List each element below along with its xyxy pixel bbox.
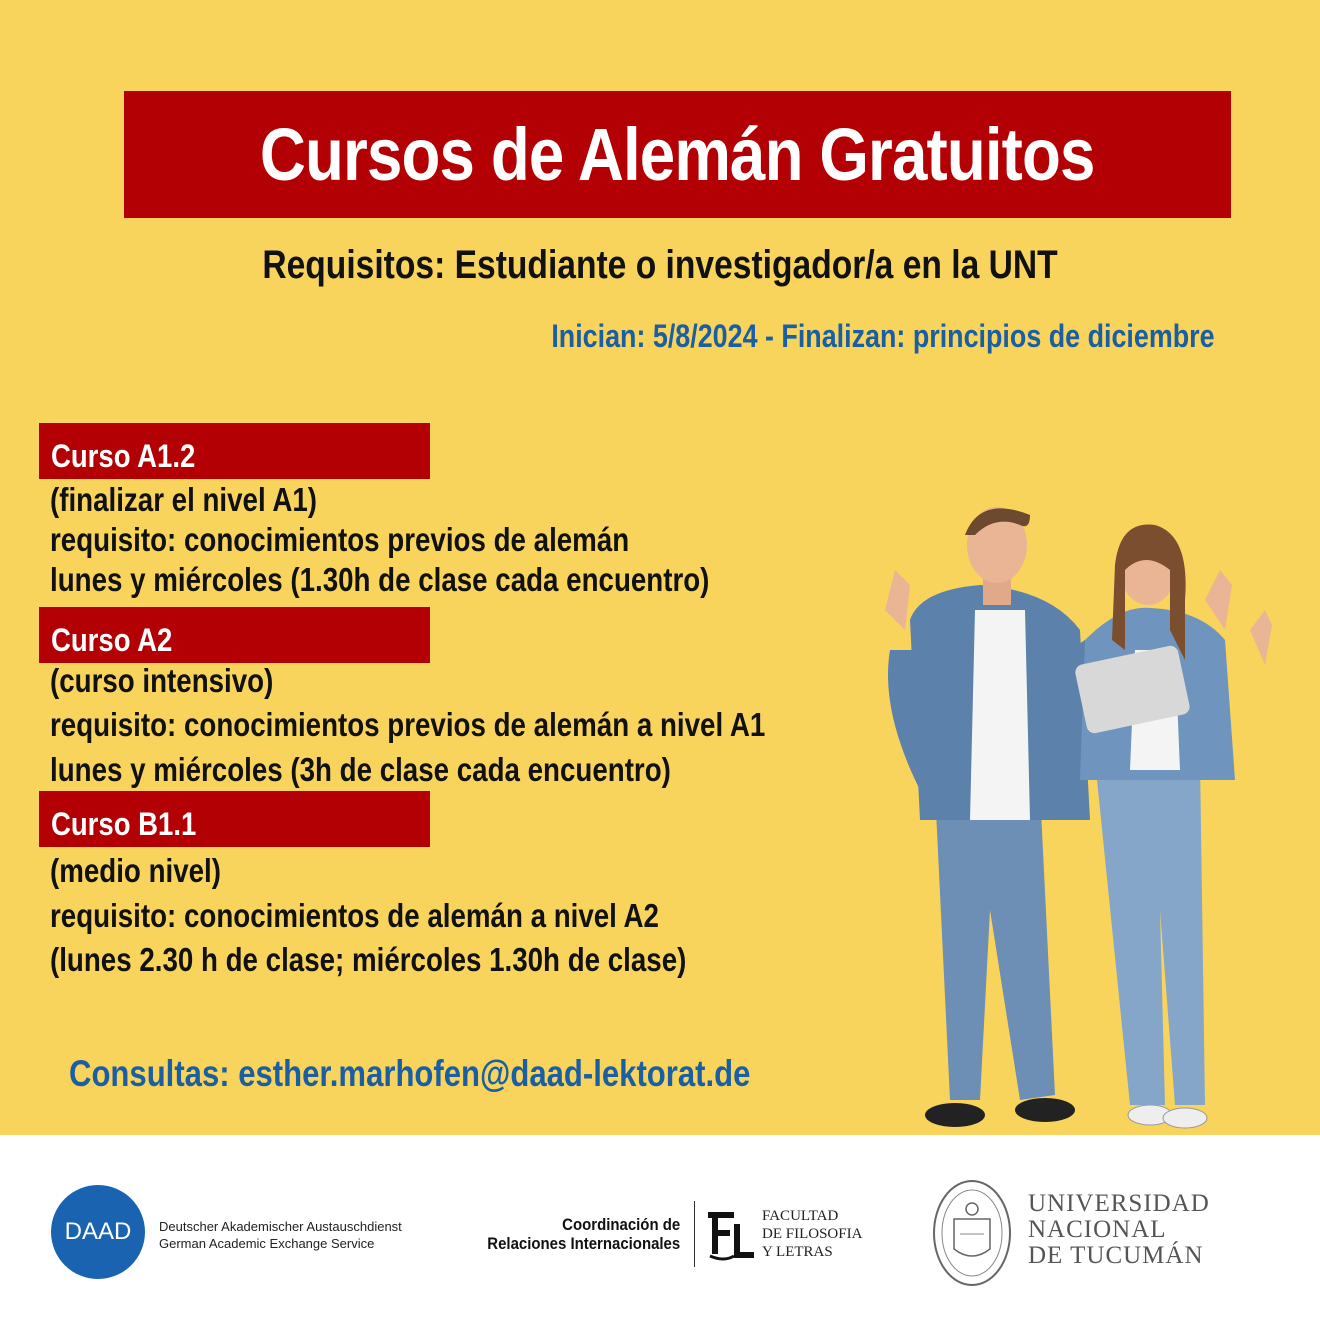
unt-name [1028,1191,1210,1269]
course-detail: (curso intensivo) [50,662,274,699]
course-detail: (finalizar el nivel A1) [50,481,318,518]
faculty-line: DE FILOSOFIA [762,1226,863,1242]
course-detail: (lunes 2.30 h de clase; miércoles 1.30h de clase) [50,941,687,978]
unt-line: NACIONAL [1028,1216,1167,1243]
daad-name [159,1218,402,1252]
coordination-name [487,1215,680,1253]
daad-name-de: Deutscher Akademischer Austauschdienst [159,1219,402,1234]
course-name: Curso B1.1 [51,806,197,842]
course-a2-header [39,607,430,663]
requirements-text: Requisitos: Estudiante o investigador/a en la UNT [262,243,1058,287]
course-detail: lunes y miércoles (3h de clase cada encuentro) [50,751,671,788]
daad-logo-text: DAAD [64,1218,132,1245]
course-detail: requisito: conocimientos previos de alemán [50,521,630,558]
course-detail: lunes y miércoles (1.30h de clase cada encuentro) [50,561,710,598]
course-a1-2-header [39,423,430,479]
faculty-line: FACULTAD [762,1208,839,1224]
coordination-line: Coordinación de [561,1215,680,1234]
unt-line: DE TUCUMÁN [1028,1242,1204,1269]
footer-divider [694,1201,695,1267]
title-banner [124,91,1231,218]
faculty-logo-icon [704,1204,756,1264]
course-detail: (medio nivel) [50,852,221,889]
course-name: Curso A2 [51,622,173,658]
page-title: Cursos de Alemán Gratuitos [260,113,1095,196]
coordination-line: Relaciones Internacionales [487,1234,680,1253]
faculty-line: Y LETRAS [762,1244,833,1260]
course-name: Curso A1.2 [51,438,196,474]
student-girl [1074,525,1272,1129]
daad-logo [51,1185,145,1279]
students-photo [880,490,1280,1135]
unt-seal-icon [932,1179,1012,1287]
unt-line: UNIVERSIDAD [1028,1190,1210,1217]
student-boy [885,507,1110,1127]
daad-name-en: German Academic Exchange Service [159,1236,375,1251]
faculty-name [762,1207,862,1261]
dates-text: Inician: 5/8/2024 - Finalizan: principios de diciembre [551,318,1215,354]
footer [0,1135,1320,1320]
course-b1-1-header [39,791,430,847]
contact-email[interactable]: Consultas: esther.marhofen@daad-lektorat.de [69,1053,751,1094]
course-detail: requisito: conocimientos previos de alemán a nivel A1 [50,706,766,743]
course-detail: requisito: conocimientos de alemán a nivel A2 [50,897,659,934]
